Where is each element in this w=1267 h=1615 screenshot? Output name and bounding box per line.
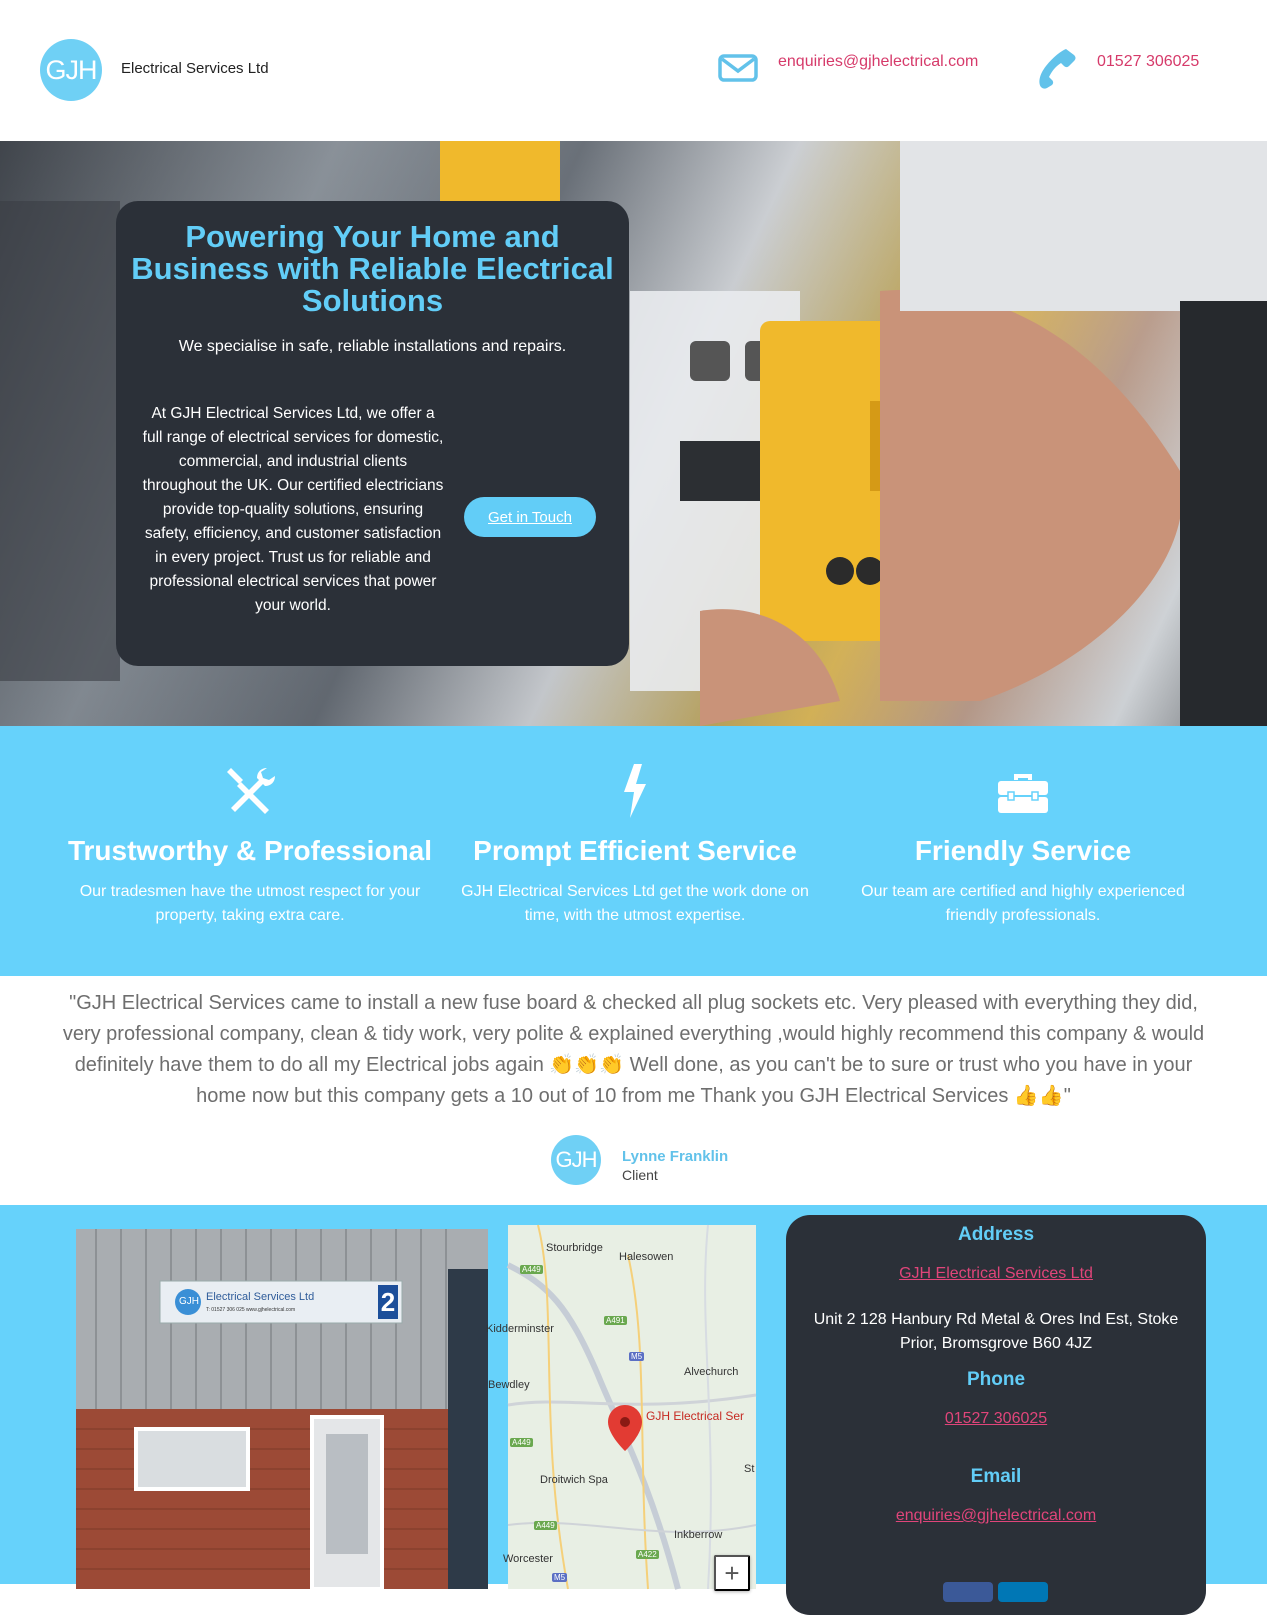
email-heading: Email xyxy=(970,1466,1022,1487)
header-email-link[interactable]: enquiries@gjhelectrical.com xyxy=(778,53,979,70)
linkedin-icon[interactable] xyxy=(998,1582,1048,1602)
hero-subtitle: We specialise in safe, reliable installations and repairs. xyxy=(178,338,567,355)
feature-trustworthy xyxy=(55,764,445,928)
map-label: Inkberrow xyxy=(674,1529,723,1541)
hero-title: Powering Your Home and Business with Reliable Electrical Solutions xyxy=(131,219,614,318)
contact-card xyxy=(786,1215,1206,1615)
logo-text: Electrical Services Ltd xyxy=(121,60,269,77)
feature-title: Prompt Efficient Service xyxy=(473,835,797,866)
road-badge: M5 xyxy=(631,1352,643,1361)
toolbox-icon xyxy=(996,764,1050,818)
contact-phone-link[interactable]: 01527 306025 xyxy=(944,1410,1048,1427)
map-label: Bewdley xyxy=(488,1379,530,1391)
hero-section xyxy=(0,141,1267,726)
sign-logo: GJH xyxy=(179,1296,199,1307)
site-header xyxy=(0,0,1267,141)
map-label: Halesowen xyxy=(619,1251,674,1263)
feature-friendly xyxy=(828,764,1218,928)
road-badge: A449 xyxy=(512,1438,531,1447)
testimonial-name: Lynne Franklin xyxy=(622,1148,729,1165)
phone-heading: Phone xyxy=(966,1369,1026,1390)
features-section xyxy=(0,726,1267,976)
contact-section xyxy=(0,1205,1267,1588)
map-pin-label[interactable]: GJH Electrical Ser xyxy=(646,1409,745,1423)
map-label: Stourbridge xyxy=(546,1242,603,1254)
tools-icon xyxy=(223,764,277,818)
map-label: Worcester xyxy=(503,1553,553,1565)
feature-title: Friendly Service xyxy=(914,835,1132,866)
avatar: GJH xyxy=(551,1135,601,1185)
road-badge: A449 xyxy=(522,1265,541,1274)
facebook-icon[interactable] xyxy=(943,1582,993,1602)
feature-title: Trustworthy & Professional xyxy=(67,835,433,866)
sign-number: 2 xyxy=(380,1287,396,1317)
address-heading: Address xyxy=(957,1224,1035,1245)
map-label: Alvechurch xyxy=(684,1366,739,1378)
road-badge: A449 xyxy=(536,1521,555,1530)
map-label: St xyxy=(744,1463,755,1475)
logo[interactable]: GJH xyxy=(40,39,102,101)
lightning-icon xyxy=(608,764,662,818)
header-phone-link[interactable]: 01527 306025 xyxy=(1097,53,1200,70)
contact-email-link[interactable]: enquiries@gjhelectrical.com xyxy=(895,1507,1097,1524)
feature-text: Our tradesmen have the utmost respect for your property, taking extra care. xyxy=(79,883,421,924)
hero-body-text: At GJH Electrical Services Ltd, we offer a full range of electrical services for domestic, commercial, and industrial clients throughout the UK. Our certified electricians provide top-quality solutions, ensuring safety, efficiency, and customer satisfaction in every project. Trust us for reliable and professional electrical services that power your world. xyxy=(142,405,444,614)
road-badge: M5 xyxy=(554,1573,566,1582)
address-text: Unit 2 128 Hanbury Rd Metal & Ores Ind Est, Stoke Prior, Bromsgrove B60 4JZ xyxy=(813,1311,1179,1352)
hero-card xyxy=(116,201,629,666)
sign-text: Electrical Services Ltd xyxy=(206,1291,315,1303)
phone-icon xyxy=(1036,47,1078,89)
testimonial-section xyxy=(0,976,1267,1205)
road-badge: A422 xyxy=(638,1550,657,1559)
get-in-touch-button[interactable]: Get in Touch xyxy=(464,497,596,537)
company-link[interactable]: GJH Electrical Services Ltd xyxy=(899,1265,1093,1282)
envelope-icon xyxy=(718,54,758,82)
feature-prompt xyxy=(440,764,830,928)
feature-text: GJH Electrical Services Ltd get the work done on time, with the utmost expertise. xyxy=(461,883,809,924)
feature-text: Our team are certified and highly experienced friendly professionals. xyxy=(861,883,1185,924)
map-label: Kidderminster xyxy=(486,1323,554,1335)
map-label: Droitwich Spa xyxy=(540,1474,608,1486)
map-zoom-in-button[interactable]: + xyxy=(714,1555,750,1591)
testimonial-quote: "GJH Electrical Services came to install a new fuse board & checked all plug sockets etc. Very pleased with everything they did, very professional company, clean & tidy work, very polite & explained everything ,would highly recommend this company & would definitely have them to do all my Electrical jobs again 👏👏👏 Well done, as you can't be to sure or trust who you have in your home now but this company gets a 10 out of 10 from me Thank you GJH Electrical Services 👍👍" xyxy=(62,992,1205,1107)
road-badge: A491 xyxy=(606,1316,625,1325)
building-photo xyxy=(76,1229,488,1589)
sign-subtext: T: 01527 306 025 www.gjhelectrical.com xyxy=(206,1307,296,1313)
testimonial-role: Client xyxy=(622,1167,658,1183)
location-map[interactable] xyxy=(486,1225,756,1589)
